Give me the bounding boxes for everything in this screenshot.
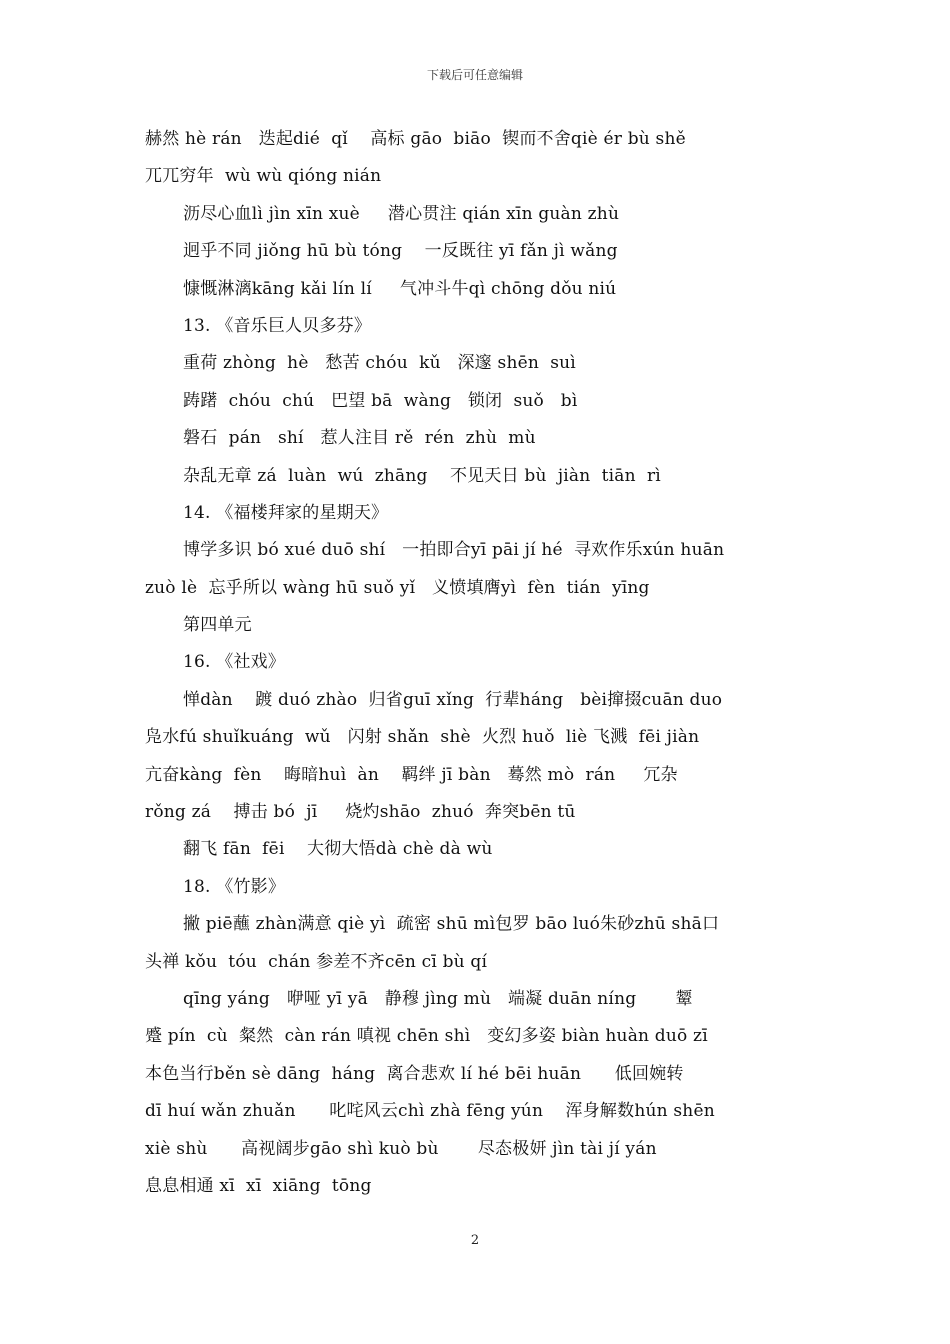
text-line: 磐石 pán shí 惹人注目 rě rén zhù mù xyxy=(183,428,536,449)
text-line: xiè shù 高视阔步gāo shì kuò bù 尽态极妍 jìn tài jí yán xyxy=(145,1138,657,1159)
text-line: 赫然 hè rán 迭起dié qǐ 高标 gāo biāo 锲而不舍qiè ér bù shě xyxy=(145,129,686,149)
text-line: 慷慨淋漓kāng kǎi lín lí 气冲斗牛qì chōng dǒu niú xyxy=(183,278,617,299)
text-line: rǒng zá 搏击 bó jī 烧灼shāo zhuó 奔突bēn tū xyxy=(145,802,576,823)
page-header: 下载后可任意编辑 xyxy=(426,68,523,82)
text-line: 蹙 pín cù 粲然 càn rán 嗔视 chēn shì 变幻多姿 biàn huàn duō zī xyxy=(145,1026,708,1047)
text-line: zuò lè 忘乎所以 wàng hū suǒ yǐ 义愤填膺yì fèn tián yīng xyxy=(145,577,650,598)
text-line: 兀兀穷年 wù wù qióng nián xyxy=(145,166,382,187)
document-body xyxy=(145,124,807,1208)
page-number: 2 xyxy=(470,1233,480,1248)
text-line: 息息相通 xī xī xiāng tōng xyxy=(145,1175,372,1196)
text-line: dī huí wǎn zhuǎn 叱咤风云chì zhà fēng yún 浑身解数hún shēn xyxy=(145,1101,715,1122)
text-line: 头禅 kǒu tóu chán 参差不齐cēn cī bù qí xyxy=(145,951,488,972)
text-line: 凫水fú shuǐkuáng wǔ 闪射 shǎn shè 火烈 huǒ liè 飞溅 fēi jiàn xyxy=(145,727,700,748)
text-line: 博学多识 bó xué duō shí 一拍即合yī pāi jí hé 寻欢作乐xún huān xyxy=(183,540,725,561)
text-line: 本色当行běn sè dāng háng 离合悲欢 lí hé bēi huān 低回婉转 xyxy=(145,1063,684,1084)
text-line: 惮dàn 踱 duó zhào 归省guī xǐng 行辈háng bèi撺掇cuān duo xyxy=(183,689,723,710)
text-line: 迥乎不同 jiǒng hū bù tóng 一反既往 yī fǎn jì wǎng xyxy=(183,241,618,262)
section-heading: 18. 《竹影》 xyxy=(183,876,286,897)
text-line: 踌躇 chóu chú 巴望 bā wàng 锁闭 suǒ bì xyxy=(183,390,578,411)
section-heading: 13. 《音乐巨人贝多芬》 xyxy=(183,315,372,336)
text-line: 杂乱无章 zá luàn wú zhāng 不见天日 bù jiàn tiān rì xyxy=(183,465,661,486)
text-line: 重荷 zhòng hè 愁苦 chóu kǔ 深邃 shēn suì xyxy=(183,353,576,374)
section-heading: 14. 《福楼拜家的星期天》 xyxy=(183,502,389,523)
text-line: 亢奋kàng fèn 晦暗huì àn 羁绊 jī bàn 蓦然 mò rán 冗杂 xyxy=(145,764,678,785)
unit-heading: 第四单元 xyxy=(183,615,252,636)
section-heading: 16. 《社戏》 xyxy=(183,652,286,673)
text-line: qīng yáng 咿哑 yī yā 静穆 jìng mù 端凝 duān níng 颦 xyxy=(183,988,693,1009)
text-line: 翻飞 fān fēi 大彻大悟dà chè dà wù xyxy=(183,839,493,860)
text-line: 撇 piē蘸 zhàn满意 qiè yì 疏密 shū mì包罗 bāo luó朱砂zhū shā口 xyxy=(183,914,720,935)
text-line: 沥尽心血lì jìn xīn xuè 潜心贯注 qián xīn guàn zhù xyxy=(183,203,620,224)
